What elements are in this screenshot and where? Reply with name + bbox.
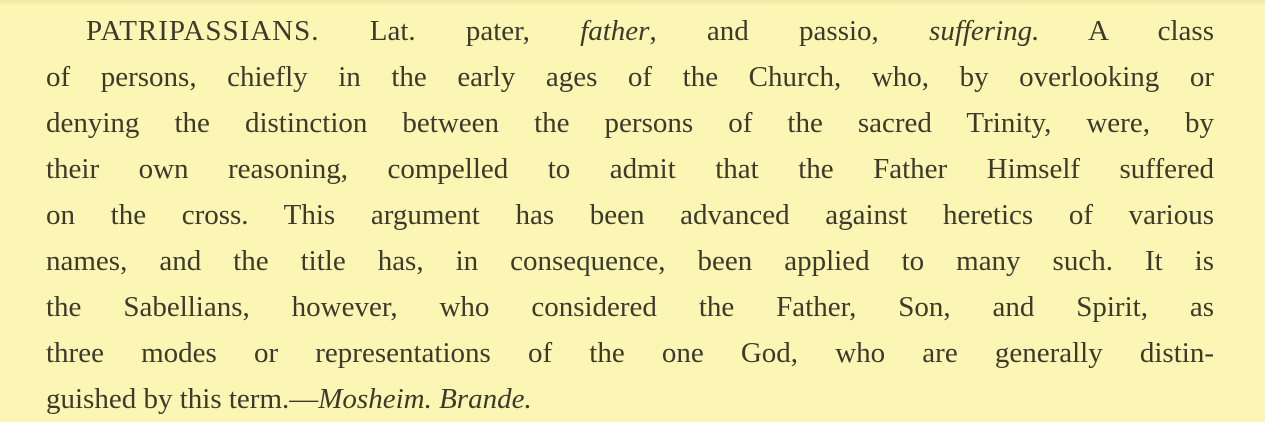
entry-line-7: the Sabellians, however, who considered the Father, Son, and Spirit, as — [46, 291, 1214, 323]
entry-text — [432, 383, 439, 415]
entry-line-3: denying the distinction between the persons of the sacred Trinity, were, by — [46, 107, 1214, 139]
entry-line-6: names, and the title has, in consequence, been applied to many such. It is — [46, 245, 1214, 277]
dictionary-entry — [46, 8, 1214, 422]
entry-line-4: their own reasoning, compelled to admit that the Father Himself suffered — [46, 153, 1214, 185]
entry-text: Lat. pater, — [319, 15, 581, 47]
entry-text: , and passio, — [649, 15, 930, 47]
entry-text: guished by this term.— — [46, 383, 319, 415]
citation-brande: Brande. — [439, 383, 532, 415]
entry-line-9 — [46, 376, 1214, 422]
entry-line-5: on the cross. This argument has been advanced against heretics of various — [46, 199, 1214, 231]
entry-line-1 — [46, 8, 1214, 54]
entry-text: A class — [1039, 15, 1214, 47]
entry-line-8: three modes or representations of the one God, who are generally distin- — [46, 337, 1214, 369]
entry-italic-text: father — [580, 15, 650, 47]
citation-mosheim: Mosheim. — [318, 383, 432, 415]
entry-headword: PATRIPASSIANS. — [86, 15, 320, 47]
entry-italic-text: suffering. — [929, 15, 1040, 47]
entry-line-2: of persons, chiefly in the early ages of the Church, who, by overlooking or — [46, 61, 1214, 93]
page-top-edge — [0, 0, 1265, 6]
